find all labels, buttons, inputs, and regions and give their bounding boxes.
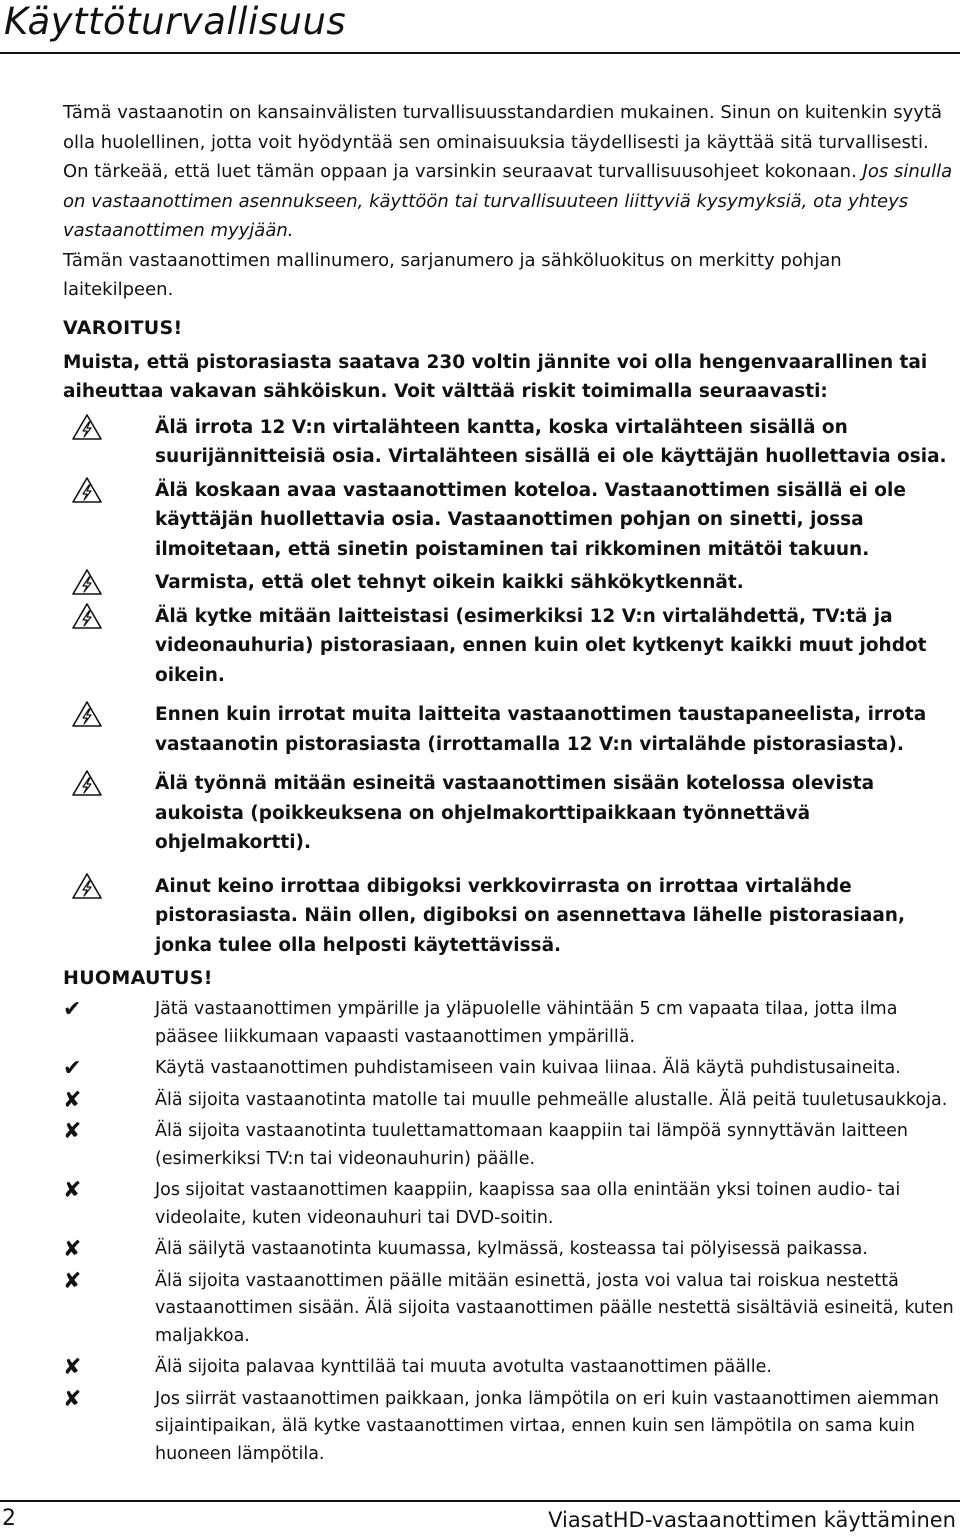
cross-icon: ✘: [63, 1119, 82, 1144]
note-item: [63, 1236, 954, 1264]
warning-list: [63, 413, 954, 961]
warning-item-text: Ainut keino irrottaa dibigoksi verkkovirrasta on irrottaa virtalähde pistorasiasta. Näin ollen, digiboksi on asennettava lähelle pistorasiaan, jonka tulee olla helposti käytettävissä.: [155, 875, 906, 956]
warning-item-text: Älä koskaan avaa vastaanottimen koteloa. Vastaanottimen sisällä ei ole käyttäjän huollettavia osia. Vastaanottimen pohjan on sinetti, jossa ilmoitetaan, että sinetin poistaminen tai rikkominen mitätöi takuun.: [155, 479, 906, 560]
warning-item-text: Älä irrota 12 V:n virtalähteen kantta, koska virtalähteen sisällä on suurijännitteisiä osia. Virtalähteen sisällä ei ole käyttäjän huollettavia osia.: [155, 416, 947, 467]
note-item: [63, 1055, 954, 1083]
note-item: [63, 996, 954, 1051]
cross-icon: ✘: [63, 1178, 82, 1203]
model-info-paragraph: Tämän vastaanottimen mallinumero, sarjanumero ja sähköluokitus on merkitty pohjan laitekilpeen.: [63, 249, 842, 300]
note-item-text: Jätä vastaanottimen ympärille ja yläpuolelle vähintään 5 cm vapaata tilaa, jotta ilma pääsee liikkumaan vapaasti vastaanottimen ympärillä.: [155, 999, 898, 1047]
warning-item: [63, 872, 954, 961]
cross-icon: ✘: [63, 1237, 82, 1262]
warning-heading: VAROITUS!: [63, 316, 183, 339]
note-list: [63, 996, 954, 1468]
footer-divider: [0, 1500, 960, 1502]
electric-hazard-icon: [71, 602, 103, 630]
warning-item: [63, 413, 954, 472]
intro-italic-text: Jos sinulla on vastaanottimen asennukseen, käyttöön tai turvallisuuteen liittyviä kysymyksiä, ota yhteys vastaanottimen myyjään.: [63, 161, 953, 241]
note-item: [63, 1177, 954, 1232]
intro-text: Tämä vastaanotin on kansainvälisten turvallisuusstandardien mukainen. Sinun on kuitenkin syytä olla huolellinen, jotta voit hyödyntää sen ominaisuuksia täydellisesti ja käyttää sitä turvallisesti. On tärkeää, että luet tämän oppaan ja varsinkin seuraavat turvallisuusohjeet kokonaan.: [63, 102, 943, 182]
electric-hazard-icon: [71, 413, 103, 441]
note-item-text: Älä sijoita vastaanotinta tuulettamattomaan kaappiin tai lämpöä synnyttävän laitteen (esimerkiksi TV:n tai videonauhurin) päälle.: [155, 1121, 909, 1169]
warning-intro: Muista, että pistorasiasta saatava 230 voltin jännite voi olla hengenvaarallinen tai aiheuttaa vakavan sähköiskun. Voit välttää riskit toimimalla seuraavasti:: [63, 351, 928, 402]
page-content: [63, 98, 954, 1468]
warning-item: [63, 769, 954, 858]
check-icon: ✔: [63, 1056, 82, 1081]
note-item: [63, 1354, 954, 1382]
warning-item: [63, 476, 954, 565]
note-item-text: Jos sijoitat vastaanottimen kaappiin, kaapissa saa olla enintään yksi toinen audio- tai videolaite, kuten videonauhuri tai DVD-soitin.: [155, 1180, 901, 1228]
warning-item-text: Ennen kuin irrotat muita laitteita vastaanottimen taustapaneelista, irrota vastaanotin pistorasiasta (irrottamalla 12 V:n virtalähde pistorasiasta).: [155, 704, 927, 755]
note-item-text: Älä sijoita vastaanotinta matolle tai muulle pehmeälle alustalle. Älä peitä tuuletusaukkoja.: [155, 1089, 948, 1110]
intro-paragraph: [63, 98, 954, 246]
cross-icon: ✘: [63, 1386, 82, 1412]
note-item-text: Jos siirrät vastaanottimen paikkaan, jonka lämpötila on eri kuin vastaanottimen aiemman sijaintipaikan, älä kytke vastaanottimen virtaa, ennen kuin sen lämpötila on sama kuin huoneen lämpötila.: [155, 1388, 939, 1464]
note-item: [63, 1087, 954, 1115]
electric-hazard-icon: [71, 700, 103, 728]
warning-item: [63, 602, 954, 691]
cross-icon: ✘: [63, 1355, 82, 1380]
footer-doc-title: ViasatHD-vastaanottimen käyttäminen: [548, 1508, 956, 1532]
electric-hazard-icon: [71, 769, 103, 797]
title-divider: [0, 52, 960, 54]
electric-hazard-icon: [71, 568, 103, 596]
note-item-text: Älä sijoita vastaanottimen päälle mitään esinettä, josta voi valua tai roiskua nestettä vastaanottimen sisään. Älä sijoita vastaanottimen päälle nestettä sisältäviä esineitä, kuten maljakkoa.: [155, 1270, 954, 1346]
note-item: [63, 1118, 954, 1173]
note-item-text: Älä sijoita palavaa kynttilää tai muuta avotulta vastaanottimen päälle.: [155, 1357, 772, 1377]
note-item: [63, 1386, 954, 1469]
note-item: [63, 1268, 954, 1351]
warning-item-text: Varmista, että olet tehnyt oikein kaikki sähkökytkennät.: [155, 572, 744, 593]
note-item-text: Älä säilytä vastaanotinta kuumassa, kylmässä, kosteassa tai pölyisessä paikassa.: [155, 1239, 868, 1259]
electric-hazard-icon: [71, 872, 103, 900]
check-icon: ✔: [63, 997, 82, 1022]
cross-icon: ✘: [63, 1087, 82, 1113]
warning-item-text: Älä työnnä mitään esineitä vastaanottimen sisään kotelossa olevista aukoista (poikkeuksena on ohjelmakorttipaikkaan työnnettävä ohjelmakortti).: [155, 773, 875, 853]
page-number: 2: [2, 1506, 16, 1531]
cross-icon: ✘: [63, 1268, 82, 1294]
warning-item: [63, 700, 954, 759]
note-heading: HUOMAUTUS!: [63, 967, 213, 989]
page-title: Käyttöturvallisuus: [4, 0, 347, 43]
warning-item-text: Älä kytke mitään laitteistasi (esimerkiksi 12 V:n virtalähdettä, TV:tä ja videonauhuria) pistorasiaan, ennen kuin olet kytkenyt kaikki muut johdot oikein.: [155, 605, 927, 686]
note-item-text: Käytä vastaanottimen puhdistamiseen vain kuivaa liinaa. Älä käytä puhdistusaineita.: [155, 1058, 901, 1078]
warning-item: [63, 568, 954, 598]
electric-hazard-icon: [71, 476, 103, 504]
